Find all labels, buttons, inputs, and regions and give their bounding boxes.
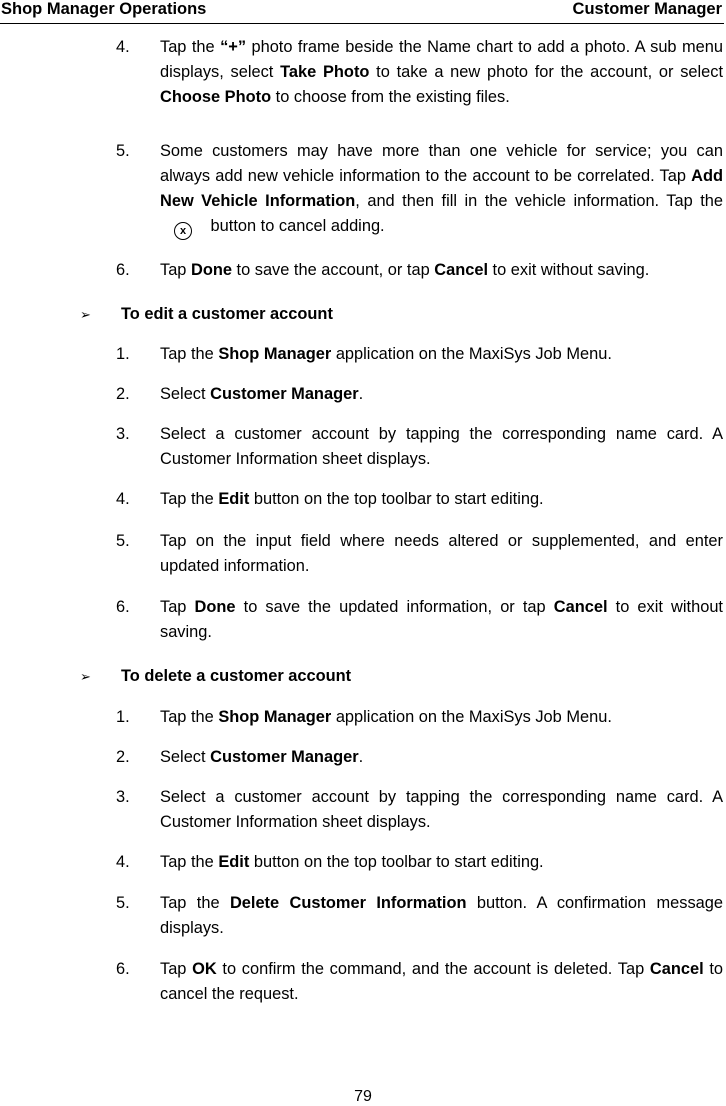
step-text — [160, 785, 723, 835]
step-text — [160, 745, 723, 770]
text-run: button on the top toolbar to start editing. — [249, 490, 544, 508]
text-run: button to cancel adding. — [206, 217, 385, 235]
text-run: Tap the — [160, 894, 230, 912]
header-chapter-title: Customer Manager — [572, 0, 722, 18]
step-number: 5. — [116, 532, 130, 550]
step-text — [160, 891, 723, 941]
text-run: Tap — [160, 598, 195, 616]
arrow-bullet-icon: ➢ — [80, 307, 91, 322]
text-run: to confirm the command, and the account is deleted. Tap — [216, 960, 650, 978]
step-text — [160, 705, 723, 730]
text-run: . — [358, 385, 364, 403]
step-text — [160, 850, 723, 875]
text-run: Select — [160, 748, 211, 766]
text-run: Tap the — [160, 708, 219, 726]
text-run: to save the account, or tap — [231, 261, 435, 279]
page-number: 79 — [354, 1088, 372, 1105]
step-text — [160, 957, 723, 1007]
bold-text: “+” — [220, 38, 247, 56]
bold-text: OK — [192, 960, 217, 978]
bold-text: Done — [194, 598, 236, 616]
step-number: 4. — [116, 38, 130, 56]
bold-text: Add New Vehicle Information — [160, 167, 723, 210]
step-number: 2. — [116, 748, 130, 766]
text-run: Tap the — [160, 853, 219, 871]
header-section-title: Shop Manager Operations — [1, 0, 207, 18]
step-number: 4. — [116, 490, 130, 508]
step-number: 5. — [116, 142, 130, 160]
text-run: to exit without saving. — [488, 261, 650, 279]
step-text — [160, 35, 723, 110]
step-number: 5. — [116, 894, 130, 912]
text-run: Tap the — [160, 490, 219, 508]
text-run: to save the updated information, or tap — [235, 598, 554, 616]
bold-text: Customer Manager — [210, 748, 359, 766]
text-run: Tap — [160, 960, 193, 978]
step-text — [160, 487, 723, 512]
step-number: 2. — [116, 385, 130, 403]
step-text — [160, 382, 723, 407]
text-run: application on the MaxiSys Job Menu. — [331, 345, 612, 363]
bold-text: Cancel — [553, 598, 608, 616]
text-run: button on the top toolbar to start editing. — [249, 853, 544, 871]
step-text — [160, 595, 723, 645]
text-run: Select a customer account by tapping the corresponding name card. A Customer Information sheet displays. — [160, 425, 723, 468]
bold-text: Shop Manager — [218, 345, 332, 363]
bold-text: Shop Manager — [218, 708, 332, 726]
text-run: to exit without saving. — [160, 598, 723, 641]
text-run: Tap the — [160, 345, 219, 363]
step-text — [160, 422, 723, 472]
step-number: 6. — [116, 960, 130, 978]
step-text — [160, 529, 723, 579]
text-run: Tap — [160, 261, 191, 279]
step-number: 4. — [116, 853, 130, 871]
text-run: to cancel the request. — [160, 960, 723, 1003]
section-title: To edit a customer account — [121, 305, 333, 323]
bold-text: Choose Photo — [160, 88, 272, 106]
text-run: Tap on the input field where needs altered or supplemented, and enter updated information. — [160, 532, 723, 575]
text-run: to take a new photo for the account, or select — [369, 63, 724, 81]
text-run: to choose from the existing files. — [271, 88, 510, 106]
bold-text: Cancel — [434, 261, 488, 279]
step-number: 1. — [116, 345, 130, 363]
page-header — [0, 0, 724, 24]
text-run: Tap the — [160, 38, 221, 56]
step-number: 6. — [116, 598, 130, 616]
step-text — [160, 342, 723, 367]
bold-text: Cancel — [649, 960, 704, 978]
section-title: To delete a customer account — [121, 667, 352, 685]
step-number: 1. — [116, 708, 130, 726]
text-run: . — [358, 748, 364, 766]
bold-text: Customer Manager — [210, 385, 359, 403]
bold-text: Edit — [218, 853, 250, 871]
step-number: 6. — [116, 261, 130, 279]
text-run: Some customers may have more than one vehicle for service; you can always add new vehicle information to the account to be correlated. Tap — [160, 142, 723, 185]
step-number: 3. — [116, 788, 130, 806]
text-run: button. A confirmation message displays. — [160, 894, 723, 937]
step-number: 3. — [116, 425, 130, 443]
bold-text: Edit — [218, 490, 250, 508]
bold-text: Delete Customer Information — [229, 894, 467, 912]
arrow-bullet-icon: ➢ — [80, 669, 91, 684]
bold-text: Done — [190, 261, 232, 279]
text-run: application on the MaxiSys Job Menu. — [331, 708, 612, 726]
step-text — [160, 258, 723, 283]
text-run: Select a customer account by tapping the corresponding name card. A Customer Information sheet displays. — [160, 788, 723, 831]
close-circle-icon: x — [174, 222, 192, 240]
text-run: Select — [160, 385, 211, 403]
text-run: , and then fill in the vehicle information. Tap the — [355, 192, 723, 210]
bold-text: Take Photo — [280, 63, 370, 81]
text-run: photo frame beside the Name chart to add a photo. A sub menu displays, select — [160, 38, 723, 81]
step-text — [160, 139, 723, 240]
